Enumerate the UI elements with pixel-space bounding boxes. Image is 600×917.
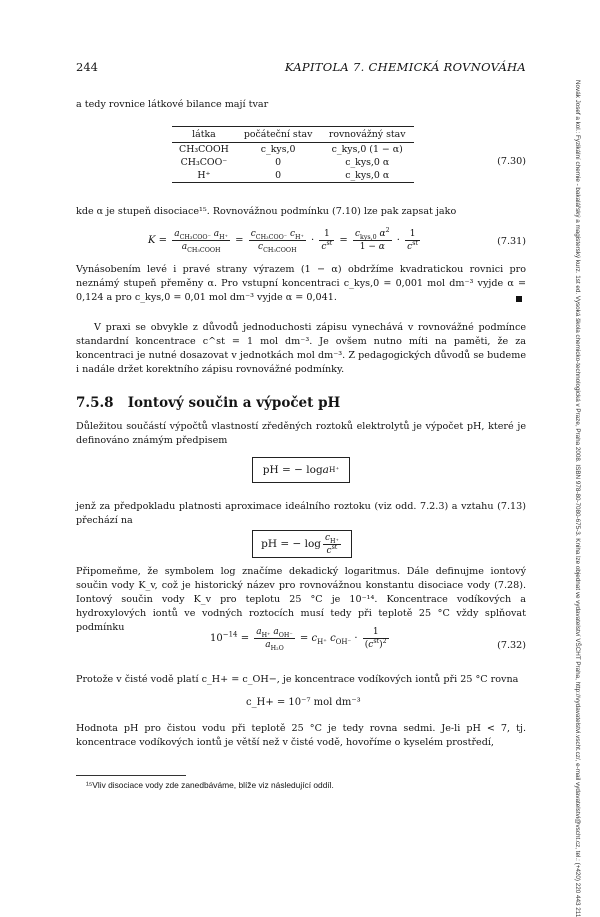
running-head — [76, 60, 526, 76]
ph-intro-paragraph: Důležitou součástí výpočtů vlastností zředěných roztoků elektrolytů je výpočet pH, které je definováno známým předpisem — [76, 421, 526, 446]
pure-water-paragraph: Protože v čisté vodě platí c_H+ = c_OH−, je koncentrace vodíkových iontů při 25 °C rovna — [76, 674, 519, 685]
end-of-example-mark — [516, 296, 522, 302]
section-number: 7.5.8 — [76, 395, 114, 411]
side-note-text: Novák Josef a kol.: Fyzikální chemie - bakalářský a magisterský kurz. 1st ed. Vysoká škola chemicko-technologická v Praze, Praha 2008. ISBN 978-80-7080-675-3. Kniha lze objednat ve vydavatelství VŠCHT Praha, http://vydavatelstvi.vscht.cz/, e-mail vydavatelstvi@vscht.cz, tel.: (+420) 220 443 211 — [574, 80, 581, 917]
equation-number: (7.32) — [497, 640, 526, 651]
side-note — [560, 80, 584, 917]
table-row — [172, 143, 414, 157]
pure-water-equation: c_H+ = 10⁻⁷ mol dm⁻³ — [246, 697, 361, 708]
table-cell: CH₃COO⁻ — [180, 157, 228, 168]
ph-definition-box: pH = − log a H⁺ — [252, 457, 350, 483]
dissociation-paragraph: kde α je stupeň disociace¹⁵. Rovnovážnou podmínku (7.10) lze pak zapsat jako — [76, 206, 457, 217]
ph-value-paragraph: Hodnota pH pro čistou vodu při teplotě 25 °C je tedy rovna sedmi. Je-li pH < 7, tj. koncentrace vodíkových iontů je větší než v čisté vodě, hovoříme o kyselém prostředí, — [76, 723, 526, 748]
ionic-product-paragraph: Připomeňme, že symbolem log značíme dekadický logaritmus. Dále definujme iontový součin vody K_v, což je historický název pro rovnovážnou konstantu disociace vody (7.28). Iontový součin vody K_v pro teplotu 25 °C je 10⁻¹⁴. Koncentrace vodíkových a hydroxylových iontů ve vodných roztocích musí tedy při teplotě 25 °C vždy splňovat podmínku — [76, 566, 526, 633]
equation-7-31: K = $\frac{a_{CH_3COO^-} a_{H^+}}{a_{CH_3COOH}}$ = $\frac{c_{CH_3COO^-} c_{H^+}}{c_{CH_3COOH}}$ · $\frac{1}{c^{st}}$ = $\frac{c_{kys,0} \alpha^2}{1 - \alpha}$ · $\frac{1}{c^{st}}$ — [148, 227, 418, 254]
section-title: Iontový součin a výpočet pH — [127, 395, 341, 411]
section-heading — [76, 395, 340, 411]
ideal-solution-paragraph: jenž za předpokladu platnosti aproximace ideálního roztoku (viz odd. 7.2.3) a vztahu (7.13) přechází na — [76, 501, 526, 526]
table-header: rovnovážný stav — [320, 127, 414, 143]
quadratic-paragraph: Vynásobením levé i pravé strany výrazem (1 − α) obdržíme kvadratickou rovnici pro neznámý stupeň přeměny α. Pro vstupní koncentraci c_kys,0 = 0,001 mol dm⁻³ vyjde α = 0,124 a pro c_kys,0 = 0,01 mol dm⁻³ vyjde α = 0,041. — [76, 264, 526, 303]
table-header: látka — [172, 127, 236, 143]
footnote: ¹⁵Vliv disociace vody zde zanedbáváme, blíže viz následující oddíl. — [86, 780, 334, 790]
intro-text: a tedy rovnice látkové bilance mají tvar — [76, 99, 269, 110]
page-number: 244 — [76, 60, 98, 74]
table-row — [172, 169, 414, 183]
table-cell: H⁺ — [172, 169, 236, 183]
ph-concentration-box: pH = − log $\frac{c_{H^+}}{c^{st}}$ — [252, 530, 352, 558]
table-cell: c_kys,0 — [260, 144, 296, 155]
chapter-title: KAPITOLA 7. CHEMICKÁ ROVNOVÁHA — [284, 60, 526, 74]
equation-7-32: $10^{-14}$ = $\frac{a_{H^+} a_{OH^-}}{a_{H_2O}}$ = $c_{H^+}$ $c_{OH^-}$ · $\frac{1}{(c^{st})^2}$ — [210, 627, 387, 652]
table-cell: 0 — [275, 157, 282, 168]
table-row — [172, 156, 414, 169]
table-cell: c_kys,0 (1 − α) — [331, 144, 403, 155]
table-cell: CH₃COOH — [179, 144, 229, 155]
balance-table — [172, 126, 414, 183]
table-header: počáteční stav — [236, 127, 321, 143]
equation-number: (7.31) — [497, 236, 526, 247]
practice-paragraph: V praxi se obvykle z důvodů jednoduchosti zápisu vynechává v rovnovážné podmínce standardní koncentrace c^st = 1 mol dm⁻³. Je ovšem nutno míti na paměti, že za koncentraci je nutné dosazovat v jednotkách mol dm⁻³. Z pedagogických důvodů se budeme i nadále držet korektního zápisu rovnovážné podmínky. — [76, 322, 526, 375]
table-cell: 0 — [236, 169, 321, 183]
footnote-rule — [76, 775, 186, 776]
table-cell: c_kys,0 α — [320, 169, 414, 183]
table-cell: c_kys,0 α — [345, 157, 390, 168]
equation-number: (7.30) — [497, 156, 526, 167]
